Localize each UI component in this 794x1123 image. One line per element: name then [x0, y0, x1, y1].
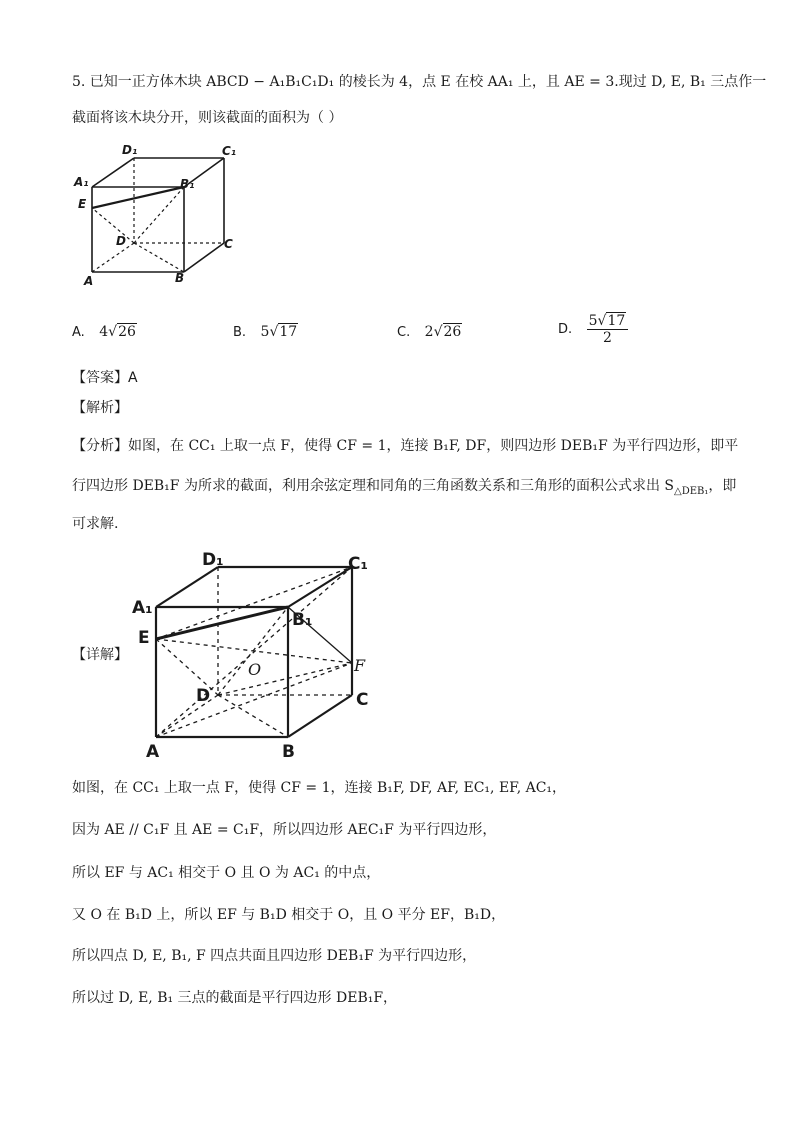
- fig2-label-A: A: [146, 742, 160, 762]
- fig2-label-C1: C₁: [348, 554, 368, 574]
- fig2-label-B: B: [282, 742, 295, 762]
- solution-line-4: 又 O 在 B₁D 上，所以 EF 与 B₁D 相交于 O，且 O 平分 EF，B₁D，: [72, 907, 506, 923]
- cube-figure-2: [130, 545, 390, 763]
- solution-line-5: 所以四点 D, E, B₁, F 四点共面且四边形 DEB₁F 为平行四边形，: [72, 948, 477, 964]
- choice-b: B. 5√17: [233, 324, 298, 340]
- choice-d-fraction: $\frac{5√17}{2}$: [587, 312, 629, 346]
- solution-line-2: 因为 AE // C₁F 且 AE = C₁F，所以四边形 AEC₁F 为平行四边形，: [72, 822, 497, 838]
- fig2-label-A1: A₁: [132, 598, 153, 618]
- analysis-line-2-text: 行四边形 DEB₁F 为所求的截面，利用余弦定理和同角的三角函数关系和三角形的面积公式求出 S: [72, 478, 674, 494]
- answer-value: A: [128, 370, 138, 386]
- fig1-label-D1: D₁: [122, 143, 138, 157]
- solution-line-1: 如图，在 CC₁ 上取一点 F，使得 CF = 1，连接 B₁F, DF, AF, EC₁, EF, AC₁，: [72, 780, 567, 796]
- choice-b-label: B.: [233, 325, 247, 340]
- analysis-area-subscript: △DEB₁: [674, 485, 709, 497]
- fig2-label-F: F: [354, 656, 366, 675]
- question-line-2: 截面将该木块分开，则该截面的面积为（ ）: [72, 110, 343, 126]
- detail-tag: 【详解】: [72, 647, 128, 663]
- solution-line-3: 所以 EF 与 AC₁ 相交于 O 且 O 为 AC₁ 的中点，: [72, 865, 381, 881]
- choice-d-coef: 5: [588, 313, 598, 329]
- fig1-label-B1: B₁: [180, 177, 195, 191]
- choice-c-label: C.: [397, 325, 411, 340]
- fig2-label-B1: B₁: [292, 610, 313, 630]
- fig2-label-E: E: [138, 628, 150, 648]
- analysis-line-2: [72, 476, 736, 502]
- choice-d-denominator: 2: [602, 330, 612, 346]
- answer-tag: 【答案】: [72, 370, 128, 386]
- fig1-label-C: C: [224, 237, 233, 251]
- choice-a-coef: 4: [99, 324, 109, 340]
- fig1-label-A1: A₁: [74, 175, 89, 189]
- choice-c-coef: 2: [424, 324, 434, 340]
- fig2-label-D: D: [196, 686, 211, 706]
- fig1-label-E: E: [78, 197, 87, 211]
- choice-d-radicand: 17: [607, 313, 626, 329]
- analysis-line-2-tail: ，即: [708, 478, 737, 494]
- choice-b-radicand: 17: [279, 324, 298, 340]
- analysis-line-1: 【分析】如图，在 CC₁ 上取一点 F，使得 CF = 1，连接 B₁F, DF，则四边形 DEB₁F 为平行四边形，即平: [72, 438, 739, 454]
- choice-d: [558, 312, 628, 346]
- fig1-label-D: D: [116, 234, 126, 248]
- analysis-line-3: 可求解.: [72, 516, 119, 532]
- cube-figure-1: [72, 140, 252, 290]
- choice-a: A. 4√26: [72, 324, 136, 340]
- fig1-label-C1: C₁: [222, 144, 237, 158]
- fig2-label-C: C: [356, 690, 369, 710]
- choice-a-radicand: 26: [118, 324, 136, 340]
- fig1-label-B: B: [175, 271, 185, 285]
- choice-c: C. 2√26: [397, 324, 462, 340]
- fig1-label-A: A: [84, 274, 94, 288]
- answer-line: [72, 368, 138, 388]
- choice-c-radicand: 26: [443, 324, 462, 340]
- choice-a-label: A.: [72, 325, 85, 340]
- fig2-label-O: O: [248, 660, 262, 679]
- choice-b-coef: 5: [260, 324, 270, 340]
- question-line-1: 5. 已知一正方体木块 ABCD − A₁B₁C₁D₁ 的棱长为 4，点 E 在校 AA₁ 上，且 AE = 3.现过 D, E, B₁ 三点作一: [72, 74, 767, 90]
- solution-line-6: 所以过 D, E, B₁ 三点的截面是平行四边形 DEB₁F，: [72, 990, 398, 1006]
- choice-d-label: D.: [558, 322, 573, 337]
- analysis-tag: 【解析】: [72, 400, 128, 416]
- fig2-label-D1: D₁: [202, 550, 224, 570]
